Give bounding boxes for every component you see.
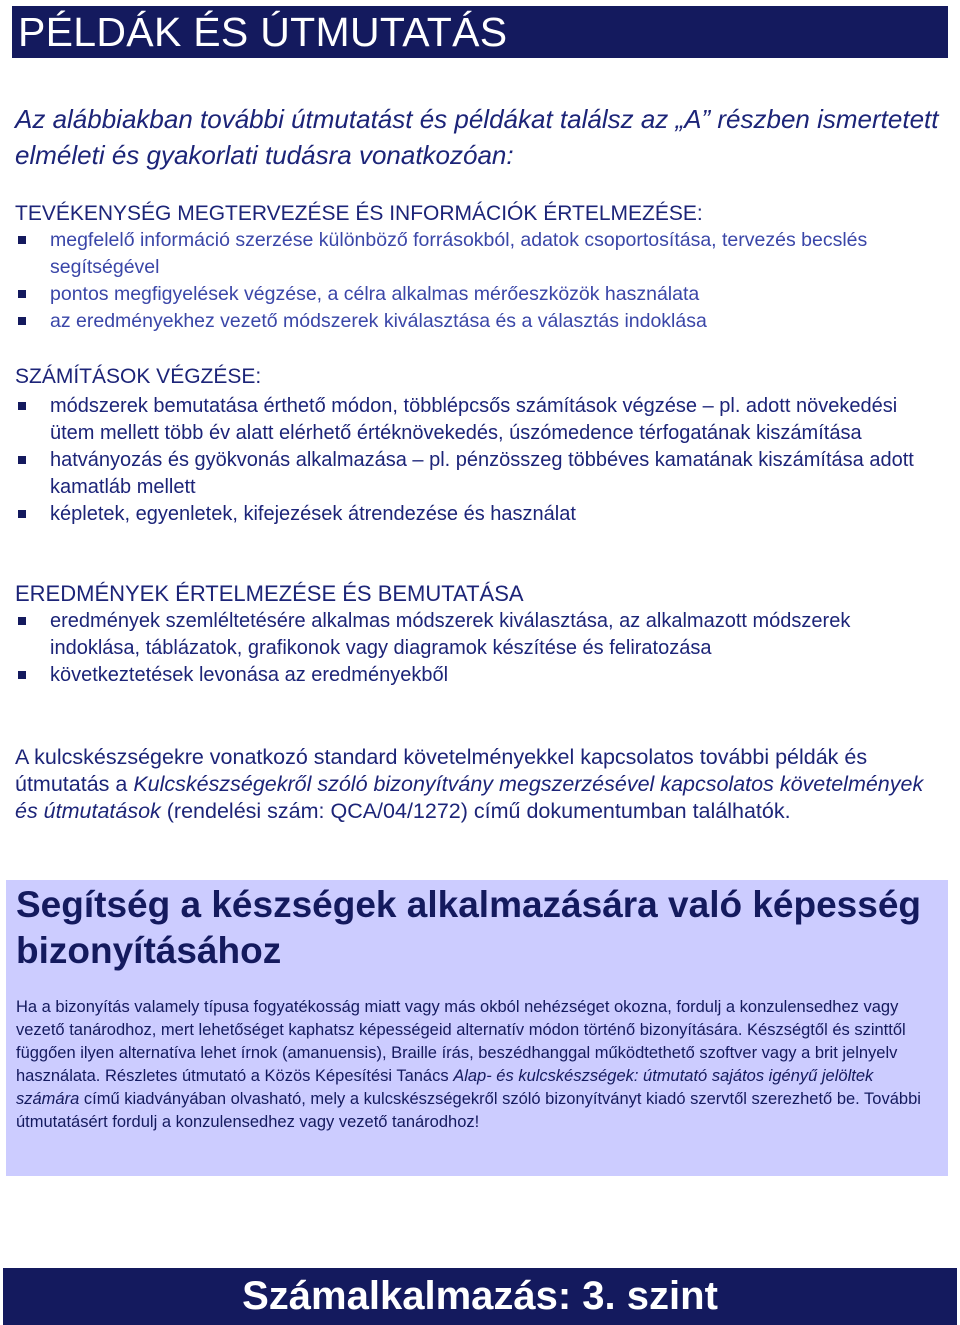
list-item: hatványozás és gyökvonás alkalmazása – pl. pénzösszeg többéves kamatának kiszámítása adott kamatláb mellett: [15, 447, 945, 501]
help-box: [6, 880, 948, 1176]
help-box-text: Ha a bizonyítás valamely típusa fogyatékosság miatt vagy más okból nehézséget okozna, fordulj a konzulensedhez vagy vezető tanárodhoz, mert lehetőséget kaphatsz képességeid alternatív módon történő bizonyítására. Készségtől és szinttől függően ilyen alternatíva lehet írnok (amanuensis), Braille írás, beszédhanggal működtethető szoftver vagy a brit jelnyelv használata. Részletes útmutató a Közös Képesítési Tanács Alap- és kulcskészségek: útmutató sajátos igényű jelöltek számára című kiadványában olvasható, mely a kulcskészségekről szóló bizonyítványt kiadó szervtől szerezhető be. További útmutatásért fordulj a konzulensedhez vagy vezető tanárodhoz!: [16, 998, 921, 1131]
list-item: módszerek bemutatása érthető módon, többlépcsős számítások végzése – pl. adott növekedési ütem mellett több év alatt elérhető értéknövekedés, úszómedence térfogatának kiszámítása: [15, 393, 945, 447]
section-heading: EREDMÉNYEK ÉRTELMEZÉSE ÉS BEMUTATÁSA: [15, 581, 524, 606]
bullet-list: [15, 608, 945, 689]
list-item: következtetések levonása az eredményekből: [15, 662, 945, 689]
square-bullet-icon: [18, 510, 26, 518]
section-results: [15, 580, 945, 689]
list-item: eredmények szemléltetésére alkalmas módszerek kiválasztása, az alkalmazott módszerek indoklása, táblázatok, grafikonok vagy diagramok készítése és feliratozása: [15, 608, 945, 662]
square-bullet-icon: [18, 617, 26, 625]
bullet-list: [15, 393, 945, 528]
closing-paragraph: A kulcskészségekre vonatkozó standard követelményekkel kapcsolatos további példák és útmutatás a Kulcskészségekről szóló bizonyítvány megszerzésével kapcsolatos követelmények és útmutatások (rendelési szám: QCA/04/1272) című dokumentumban találhatók.: [15, 745, 924, 823]
page-title: PÉLDÁK ÉS ÚTMUTATÁS: [12, 6, 948, 58]
square-bullet-icon: [18, 671, 26, 679]
square-bullet-icon: [18, 317, 26, 325]
square-bullet-icon: [18, 236, 26, 244]
list-item: képletek, egyenletek, kifejezések átrendezése és használat: [15, 501, 945, 528]
footer-banner: Számalkalmazás: 3. szint: [3, 1268, 957, 1325]
help-box-title: Segítség a készségek alkalmazására való képesség bizonyításához: [16, 884, 922, 971]
section-calculations: [15, 364, 945, 528]
section-heading: SZÁMÍTÁSOK VÉGZÉSE:: [15, 365, 262, 388]
list-item: megfelelő információ szerzése különböző forrásokból, adatok csoportosítása, tervezés becslés segítségével: [15, 227, 945, 281]
square-bullet-icon: [18, 456, 26, 464]
section-planning: [15, 201, 945, 335]
list-item: pontos megfigyelések végzése, a célra alkalmas mérőeszközök használata: [15, 281, 945, 308]
list-item: az eredményekhez vezető módszerek kiválasztása és a választás indoklása: [15, 308, 945, 335]
square-bullet-icon: [18, 290, 26, 298]
bullet-list: [15, 227, 945, 335]
section-heading: TEVÉKENYSÉG MEGTERVEZÉSE ÉS INFORMÁCIÓK ÉRTELMEZÉSE:: [15, 202, 703, 225]
intro-text: Az alábbiakban további útmutatást és példákat találsz az „A” részben ismertetett elméleti és gyakorlati tudásra vonatkozóan:: [15, 104, 939, 170]
square-bullet-icon: [18, 402, 26, 410]
